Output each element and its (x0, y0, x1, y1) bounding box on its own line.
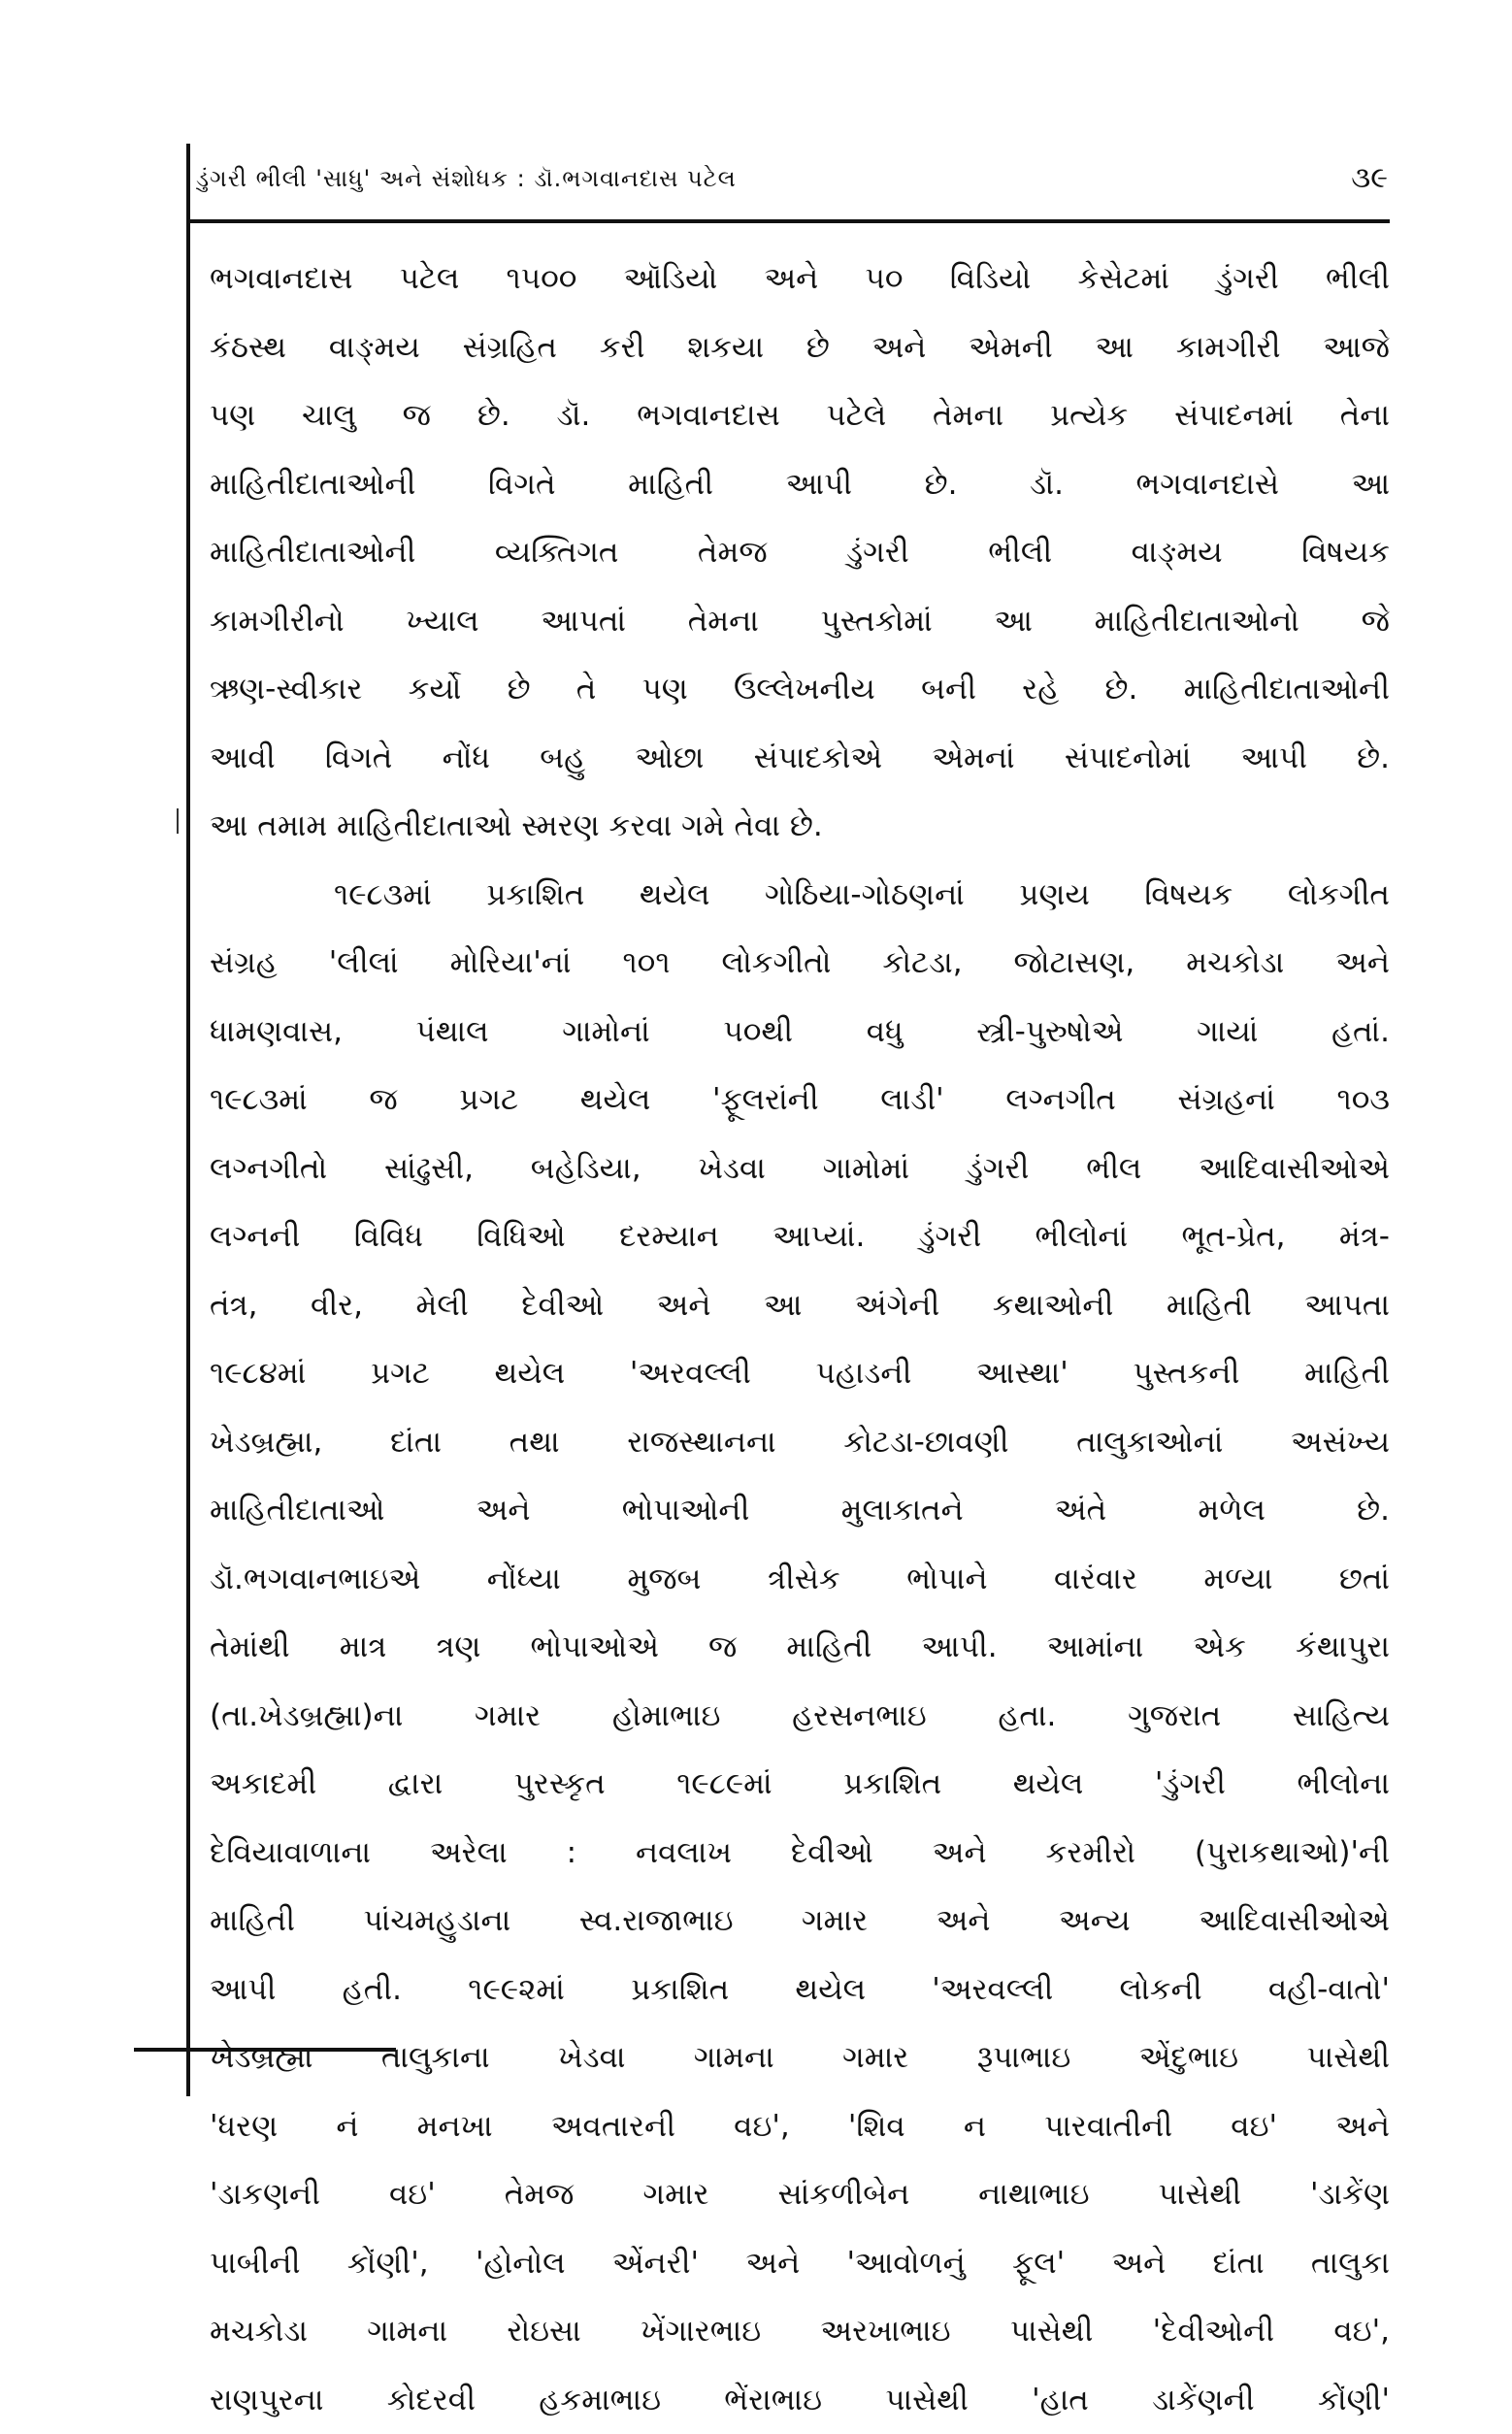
text-line: ઋણ-સ્વીકાર કર્યો છે તે પણ ઉલ્લેખનીય બની રહે છે. માહિતીદાતાઓની (210, 655, 1390, 724)
text-line: 'ધરણ નં મનખા અવતારની વઇ', 'શિવ ન પારવાતીની વઇ' અને (210, 2092, 1390, 2161)
text-line: માહિતી પાંચમહુડાના સ્વ.રાજાભાઇ ગમાર અને અન્ય આદિવાસીઓએ (210, 1887, 1390, 1956)
text-line: (તા.ખેડબ્રહ્મા)ના ગમાર હોમાભાઇ હરસનભાઇ હતા. ગુજરાત સાહિત્ય (210, 1682, 1390, 1751)
text-line: પણ ચાલુ જ છે. ડૉ. ભગવાનદાસ પટેલે તેમના પ્રત્યેક સંપાદનમાં તેના (210, 381, 1390, 450)
text-line: સંગ્રહ 'લીલાં મોરિયા'નાં ૧૦૧ લોકગીતો કોટડા, જોટાસણ, મચકોડા અને (210, 929, 1390, 998)
text-line: રાણપુરના કોદરવી હકમાભાઇ ભેંરાભાઇ પાસેથી 'હાત ડાકેંણની કોંણી' (210, 2366, 1390, 2434)
text-line: ખેડબ્રહ્મા તાલુકાના ખેડવા ગામના ગમાર રૂપાભાઇ એંદુભાઇ પાસેથી (210, 2023, 1390, 2092)
text-line: કામગીરીનો ખ્યાલ આપતાં તેમના પુસ્તકોમાં આ માહિતીદાતાઓનો જે (210, 587, 1390, 656)
text-line: લગ્નગીતો સાંઢુસી, બહેડિયા, ખેડવા ગામોમાં ડુંગરી ભીલ આદિવાસીઓએ (210, 1135, 1390, 1203)
text-line: આપી હતી. ૧૯૯૨માં પ્રકાશિત થયેલ 'અરવલ્લી લોકની વહી-વાતો' (210, 1956, 1390, 2024)
text-line: આ તમામ માહિતીદાતાઓ સ્મરણ કરવા ગમે તેવા છે. (210, 792, 1390, 861)
text-line: ભગવાનદાસ પટેલ ૧૫૦૦ ઑડિયો અને ૫૦ વિડિયો કેસેટમાં ડુંગરી ભીલી (210, 245, 1390, 313)
margin-mark (177, 808, 179, 834)
header-underline-rule (186, 219, 1390, 223)
text-line: ૧૯૮૪માં પ્રગટ થયેલ 'અરવલ્લી પહાડની આસ્થા' પુસ્તકની માહિતી (210, 1339, 1390, 1408)
text-line: પાબીની કોંણી', 'હોનોલ એંનરી' અને 'આવોળનું ફૂલ' અને દાંતા તાલુકા (210, 2229, 1390, 2298)
text-line: માહિતીદાતાઓની વિગતે માહિતી આપી છે. ડૉ. ભગવાનદાસે આ (210, 450, 1390, 519)
running-head-title: ડુંગરી ભીલી 'સાધુ' અને સંશોધક : ડૉ.ભગવાનદાસ પટેલ (196, 165, 1234, 192)
text-line: 'ડાકણની વઇ' તેમજ ગમાર સાંકળીબેન નાથાભાઇ પાસેથી 'ડાકેંણ (210, 2160, 1390, 2229)
text-line: આવી વિગતે નોંધ બહુ ઓછા સંપાદકોએ એમનાં સંપાદનોમાં આપી છે. (210, 724, 1390, 793)
text-line: મચકોડા ગામના રોઇસા ખેંગારભાઇ અરખાભાઇ પાસેથી 'દેવીઓની વઇ', (210, 2297, 1390, 2366)
text-line: ધામણવાસ, પંથાલ ગામોનાં ૫૦થી વધુ સ્ત્રી-પુરુષોએ ગાયાં હતાં. (210, 998, 1390, 1067)
text-line: ખેડબ્રહ્મા, દાંતા તથા રાજસ્થાનના કોટડા-છાવણી તાલુકાઓનાં અસંખ્ય (210, 1408, 1390, 1477)
text-line: કંઠસ્થ વાઙ્મય સંગ્રહિત કરી શકયા છે અને એમની આ કામગીરી આજે (210, 313, 1390, 382)
text-line: તંત્ર, વીર, મેલી દેવીઓ અને આ અંગેની કથાઓની માહિતી આપતા (210, 1271, 1390, 1340)
text-line: તેમાંથી માત્ર ત્રણ ભોપાઓએ જ માહિતી આપી. આમાંના એક કંથાપુરા (210, 1613, 1390, 1682)
left-margin-rule (186, 144, 190, 2096)
text-line: લગ્નની વિવિધ વિધિઓ દરમ્યાન આપ્યાં. ડુંગરી ભીલોનાં ભૂત-પ્રેત, મંત્ર- (210, 1202, 1390, 1271)
text-line: અકાદમી દ્વારા પુરસ્કૃત ૧૯૮૯માં પ્રકાશિત થયેલ 'ડુંગરી ભીલોના (210, 1750, 1390, 1819)
text-line: ૧૯૮૩માં જ પ્રગટ થયેલ 'ફૂલરાંની લાડી' લગ્નગીત સંગ્રહનાં ૧૦૩ (210, 1066, 1390, 1135)
text-line: માહિતીદાતાઓ અને ભોપાઓની મુલાકાતને અંતે મળેલ છે. (210, 1476, 1390, 1545)
text-line: માહિતીદાતાઓની વ્યક્તિગત તેમજ ડુંગરી ભીલી વાઙ્મય વિષયક (210, 518, 1390, 587)
text-line: ડૉ.ભગવાનભાઇએ નોંધ્યા મુજબ ત્રીસેક ભોપાને વારંવાર મળ્યા છતાં (210, 1545, 1390, 1614)
text-line: ૧૯૮૩માં પ્રકાશિત થયેલ ગોઠિયા-ગોઠણનાં પ્રણય વિષયક લોકગીત (210, 861, 1390, 930)
body-text (210, 245, 1390, 2434)
text-line: દેવિયાવાળાના અરેલા : નવલાખ દેવીઓ અને કરમીરો (પુરાકથાઓ)'ની (210, 1819, 1390, 1888)
page-number: ૩૯ (1300, 161, 1388, 195)
